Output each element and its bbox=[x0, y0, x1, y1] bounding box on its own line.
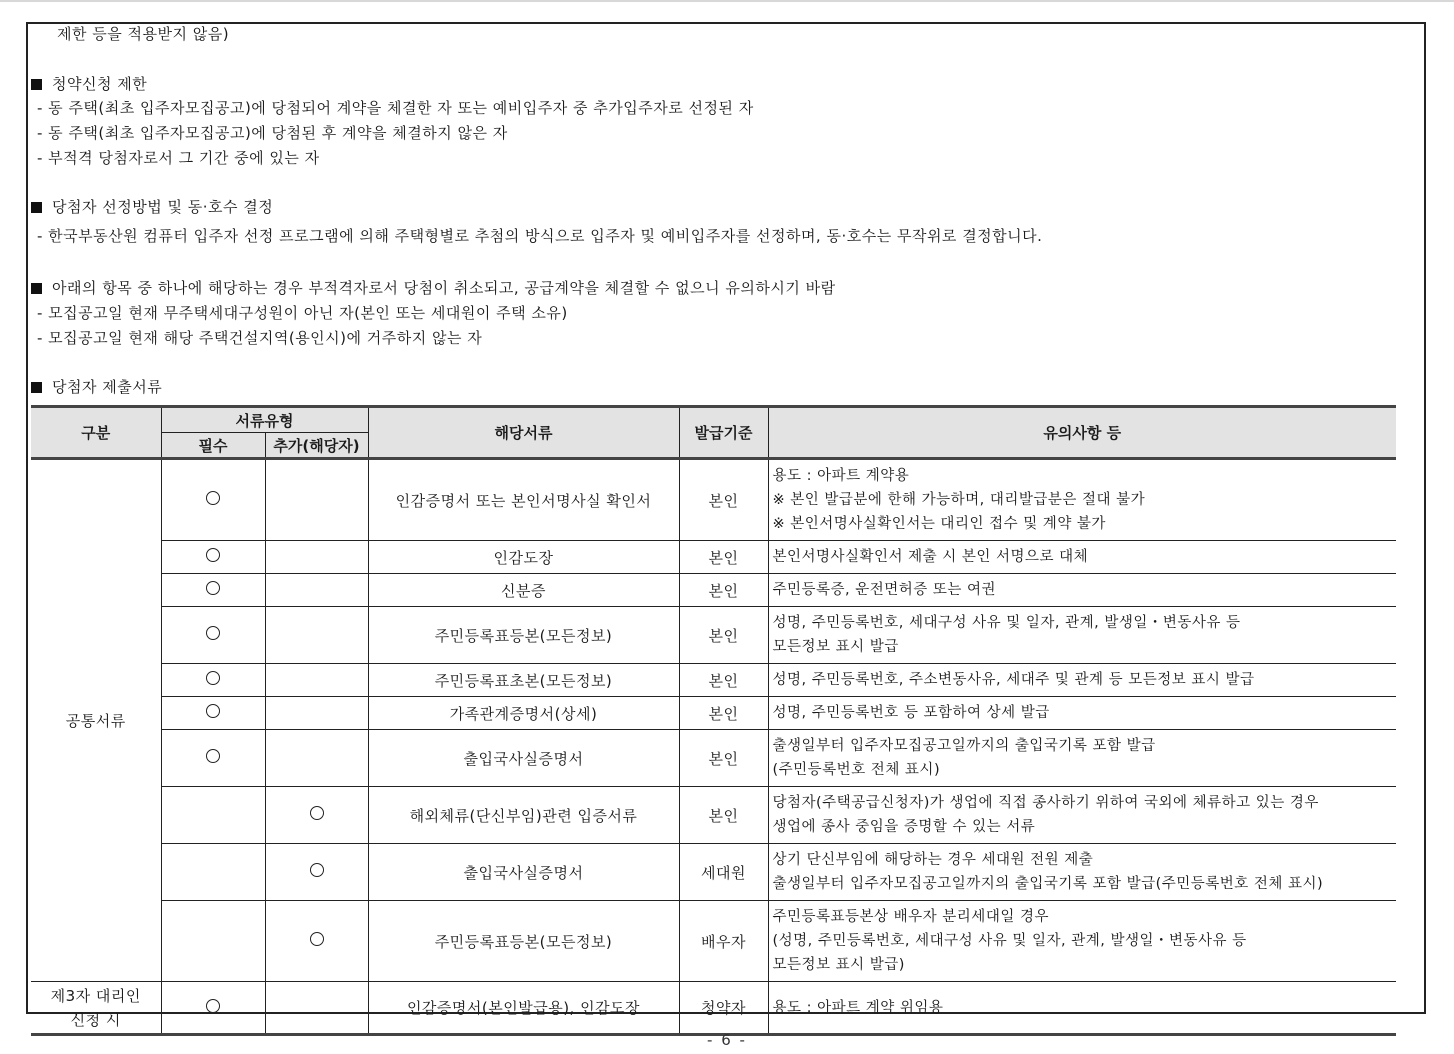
note-line: 본인서명사실확인서 제출 시 본인 서명으로 대체 bbox=[772, 549, 1089, 565]
notes-cell bbox=[768, 901, 1396, 982]
document-cell: 주민등록표초본(모든정보) bbox=[368, 664, 679, 697]
required-cell bbox=[161, 459, 265, 541]
section-item: - 한국부동산원 컴퓨터 입주자 선정 프로그램에 의해 주택형별로 추첨의 방식으로 입주자 및 예비입주자를 선정하며, 동·호수는 무작위로 결정합니다. bbox=[37, 227, 1043, 245]
additional-cell bbox=[265, 844, 368, 901]
note-line: (성명, 주민등록번호, 세대구성 사유 및 일자, 관계, 발생일・변동사유 등 bbox=[772, 933, 1247, 949]
circle-mark-icon bbox=[206, 671, 220, 685]
issue-basis-cell: 세대원 bbox=[679, 844, 768, 901]
additional-cell bbox=[265, 541, 368, 574]
notes-cell bbox=[768, 541, 1396, 574]
table-row bbox=[31, 459, 1396, 541]
table-row bbox=[31, 787, 1396, 844]
notes-cell bbox=[768, 844, 1396, 901]
category-line: 제3자 대리인 bbox=[50, 986, 141, 1005]
issue-basis-cell: 본인 bbox=[679, 664, 768, 697]
notes-cell bbox=[768, 574, 1396, 607]
section-heading-subscription-limit bbox=[31, 74, 147, 94]
required-cell bbox=[161, 982, 265, 1035]
section-item: - 부적격 당첨자로서 그 기간 중에 있는 자 bbox=[37, 149, 320, 167]
document-cell: 가족관계증명서(상세) bbox=[368, 697, 679, 730]
additional-cell bbox=[265, 459, 368, 541]
square-bullet-icon bbox=[31, 202, 42, 213]
note-line: 성명, 주민등록번호, 세대구성 사유 및 일자, 관계, 발생일・변동사유 등 bbox=[772, 615, 1241, 631]
note-line: 상기 단신부임에 해당하는 경우 세대원 전원 제출 bbox=[772, 852, 1094, 868]
document-cell: 주민등록표등본(모든정보) bbox=[368, 901, 679, 982]
section-heading-selection-method bbox=[31, 197, 273, 217]
required-cell bbox=[161, 541, 265, 574]
table-row bbox=[31, 730, 1396, 787]
section-item: - 모집공고일 현재 해당 주택건설지역(용인시)에 거주하지 않는 자 bbox=[37, 329, 483, 347]
notes-cell bbox=[768, 982, 1396, 1035]
required-cell bbox=[161, 574, 265, 607]
section-heading-disqualification bbox=[31, 278, 836, 298]
table-row bbox=[31, 697, 1396, 730]
issue-basis-cell: 본인 bbox=[679, 574, 768, 607]
notes-cell bbox=[768, 730, 1396, 787]
note-line: 모든정보 표시 발급 bbox=[772, 639, 899, 655]
required-cell bbox=[161, 607, 265, 664]
note-line: 출생일부터 입주자모집공고일까지의 출입국기록 포함 발급 bbox=[772, 738, 1156, 754]
note-line: 모든정보 표시 발급) bbox=[772, 957, 905, 973]
intro-tail-text: 제한 등을 적용받지 않음) bbox=[57, 25, 230, 43]
table-row bbox=[31, 607, 1396, 664]
section-heading-text: 청약신청 제한 bbox=[52, 75, 148, 93]
section-item: - 모집공고일 현재 무주택세대구성원이 아닌 자(본인 또는 세대원이 주택 소유) bbox=[37, 304, 568, 322]
additional-cell bbox=[265, 901, 368, 982]
section-heading-required-documents bbox=[31, 377, 162, 397]
required-cell bbox=[161, 844, 265, 901]
additional-cell bbox=[265, 574, 368, 607]
header-category: 구분 bbox=[31, 407, 161, 459]
top-divider bbox=[0, 0, 1454, 2]
category-line: 신청 시 bbox=[70, 1010, 121, 1029]
note-line: 출생일부터 입주자모집공고일까지의 출입국기록 포함 발급(주민등록번호 전체 표시) bbox=[772, 876, 1324, 892]
section-item: - 동 주택(최초 입주자모집공고)에 당첨되어 계약을 체결한 자 또는 예비입주자 중 추가입주자로 선정된 자 bbox=[37, 99, 754, 117]
section-heading-text: 당첨자 선정방법 및 동·호수 결정 bbox=[52, 198, 274, 216]
table-row bbox=[31, 901, 1396, 982]
note-line: ※ 본인 발급분에 한해 가능하며, 대리발급분은 절대 불가 bbox=[772, 492, 1146, 508]
page-number: - 6 - bbox=[707, 1031, 747, 1049]
issue-basis-cell: 청약자 bbox=[679, 982, 768, 1035]
category-cell-proxy bbox=[31, 982, 161, 1035]
circle-mark-icon bbox=[206, 704, 220, 718]
circle-mark-icon bbox=[206, 548, 220, 562]
header-doc-type: 서류유형 bbox=[161, 407, 368, 433]
circle-mark-icon bbox=[206, 581, 220, 595]
issue-basis-cell: 본인 bbox=[679, 459, 768, 541]
header-issue-basis: 발급기준 bbox=[679, 407, 768, 459]
circle-mark-icon bbox=[206, 749, 220, 763]
square-bullet-icon bbox=[31, 382, 42, 393]
document-cell: 인감증명서(본인발급용), 인감도장 bbox=[368, 982, 679, 1035]
note-line: 성명, 주민등록번호, 주소변동사유, 세대주 및 관계 등 모든정보 표시 발급 bbox=[772, 672, 1255, 688]
notes-cell bbox=[768, 607, 1396, 664]
circle-mark-icon bbox=[310, 863, 324, 877]
notes-cell bbox=[768, 787, 1396, 844]
document-cell: 인감증명서 또는 본인서명사실 확인서 bbox=[368, 459, 679, 541]
header-document: 해당서류 bbox=[368, 407, 679, 459]
table-row bbox=[31, 982, 1396, 1035]
document-cell: 해외체류(단신부임)관련 입증서류 bbox=[368, 787, 679, 844]
note-line: 주민등록표등본상 배우자 분리세대일 경우 bbox=[772, 909, 1049, 925]
table-row bbox=[31, 574, 1396, 607]
section-item: - 동 주택(최초 입주자모집공고)에 당첨된 후 계약을 체결하지 않은 자 bbox=[37, 124, 508, 142]
square-bullet-icon bbox=[31, 283, 42, 294]
circle-mark-icon bbox=[206, 491, 220, 505]
required-cell bbox=[161, 787, 265, 844]
document-cell: 출입국사실증명서 bbox=[368, 844, 679, 901]
document-cell: 출입국사실증명서 bbox=[368, 730, 679, 787]
additional-cell bbox=[265, 664, 368, 697]
issue-basis-cell: 본인 bbox=[679, 697, 768, 730]
additional-cell bbox=[265, 697, 368, 730]
issue-basis-cell: 본인 bbox=[679, 730, 768, 787]
note-line: 용도 : 아파트 계약 위임용 bbox=[772, 999, 944, 1016]
additional-cell bbox=[265, 730, 368, 787]
note-line: 용도 : 아파트 계약용 bbox=[772, 468, 910, 484]
table-row bbox=[31, 664, 1396, 697]
additional-cell bbox=[265, 787, 368, 844]
circle-mark-icon bbox=[310, 806, 324, 820]
circle-mark-icon bbox=[206, 626, 220, 640]
additional-cell bbox=[265, 982, 368, 1035]
note-line: 생업에 종사 중임을 증명할 수 있는 서류 bbox=[772, 819, 1036, 835]
issue-basis-cell: 본인 bbox=[679, 787, 768, 844]
required-cell bbox=[161, 730, 265, 787]
header-required: 필수 bbox=[161, 433, 265, 459]
required-documents-table bbox=[31, 405, 1396, 1036]
section-heading-text: 당첨자 제출서류 bbox=[52, 378, 163, 396]
required-cell bbox=[161, 697, 265, 730]
document-cell: 신분증 bbox=[368, 574, 679, 607]
notes-cell bbox=[768, 697, 1396, 730]
circle-mark-icon bbox=[310, 932, 324, 946]
table-row bbox=[31, 844, 1396, 901]
header-notes: 유의사항 등 bbox=[768, 407, 1396, 459]
note-line: 성명, 주민등록번호 등 포함하여 상세 발급 bbox=[772, 705, 1050, 721]
note-line: (주민등록번호 전체 표시) bbox=[772, 762, 941, 778]
notes-cell bbox=[768, 459, 1396, 541]
document-cell: 주민등록표등본(모든정보) bbox=[368, 607, 679, 664]
circle-mark-icon bbox=[206, 999, 220, 1013]
note-line: 당첨자(주택공급신청자)가 생업에 직접 종사하기 위하여 국외에 체류하고 있는 경우 bbox=[772, 795, 1319, 811]
table-row bbox=[31, 541, 1396, 574]
note-line: 주민등록증, 운전면허증 또는 여권 bbox=[772, 582, 997, 598]
document-cell: 인감도장 bbox=[368, 541, 679, 574]
section-heading-text: 아래의 항목 중 하나에 해당하는 경우 부적격자로서 당첨이 취소되고, 공급계약을 체결할 수 없으니 유의하시기 바람 bbox=[52, 279, 836, 297]
issue-basis-cell: 배우자 bbox=[679, 901, 768, 982]
square-bullet-icon bbox=[31, 79, 42, 90]
issue-basis-cell: 본인 bbox=[679, 541, 768, 574]
category-cell-common: 공통서류 bbox=[31, 459, 161, 982]
header-additional: 추가(해당자) bbox=[265, 433, 368, 459]
required-cell bbox=[161, 664, 265, 697]
additional-cell bbox=[265, 607, 368, 664]
issue-basis-cell: 본인 bbox=[679, 607, 768, 664]
notes-cell bbox=[768, 664, 1396, 697]
required-cell bbox=[161, 901, 265, 982]
note-line: ※ 본인서명사실확인서는 대리인 접수 및 계약 불가 bbox=[772, 516, 1106, 532]
